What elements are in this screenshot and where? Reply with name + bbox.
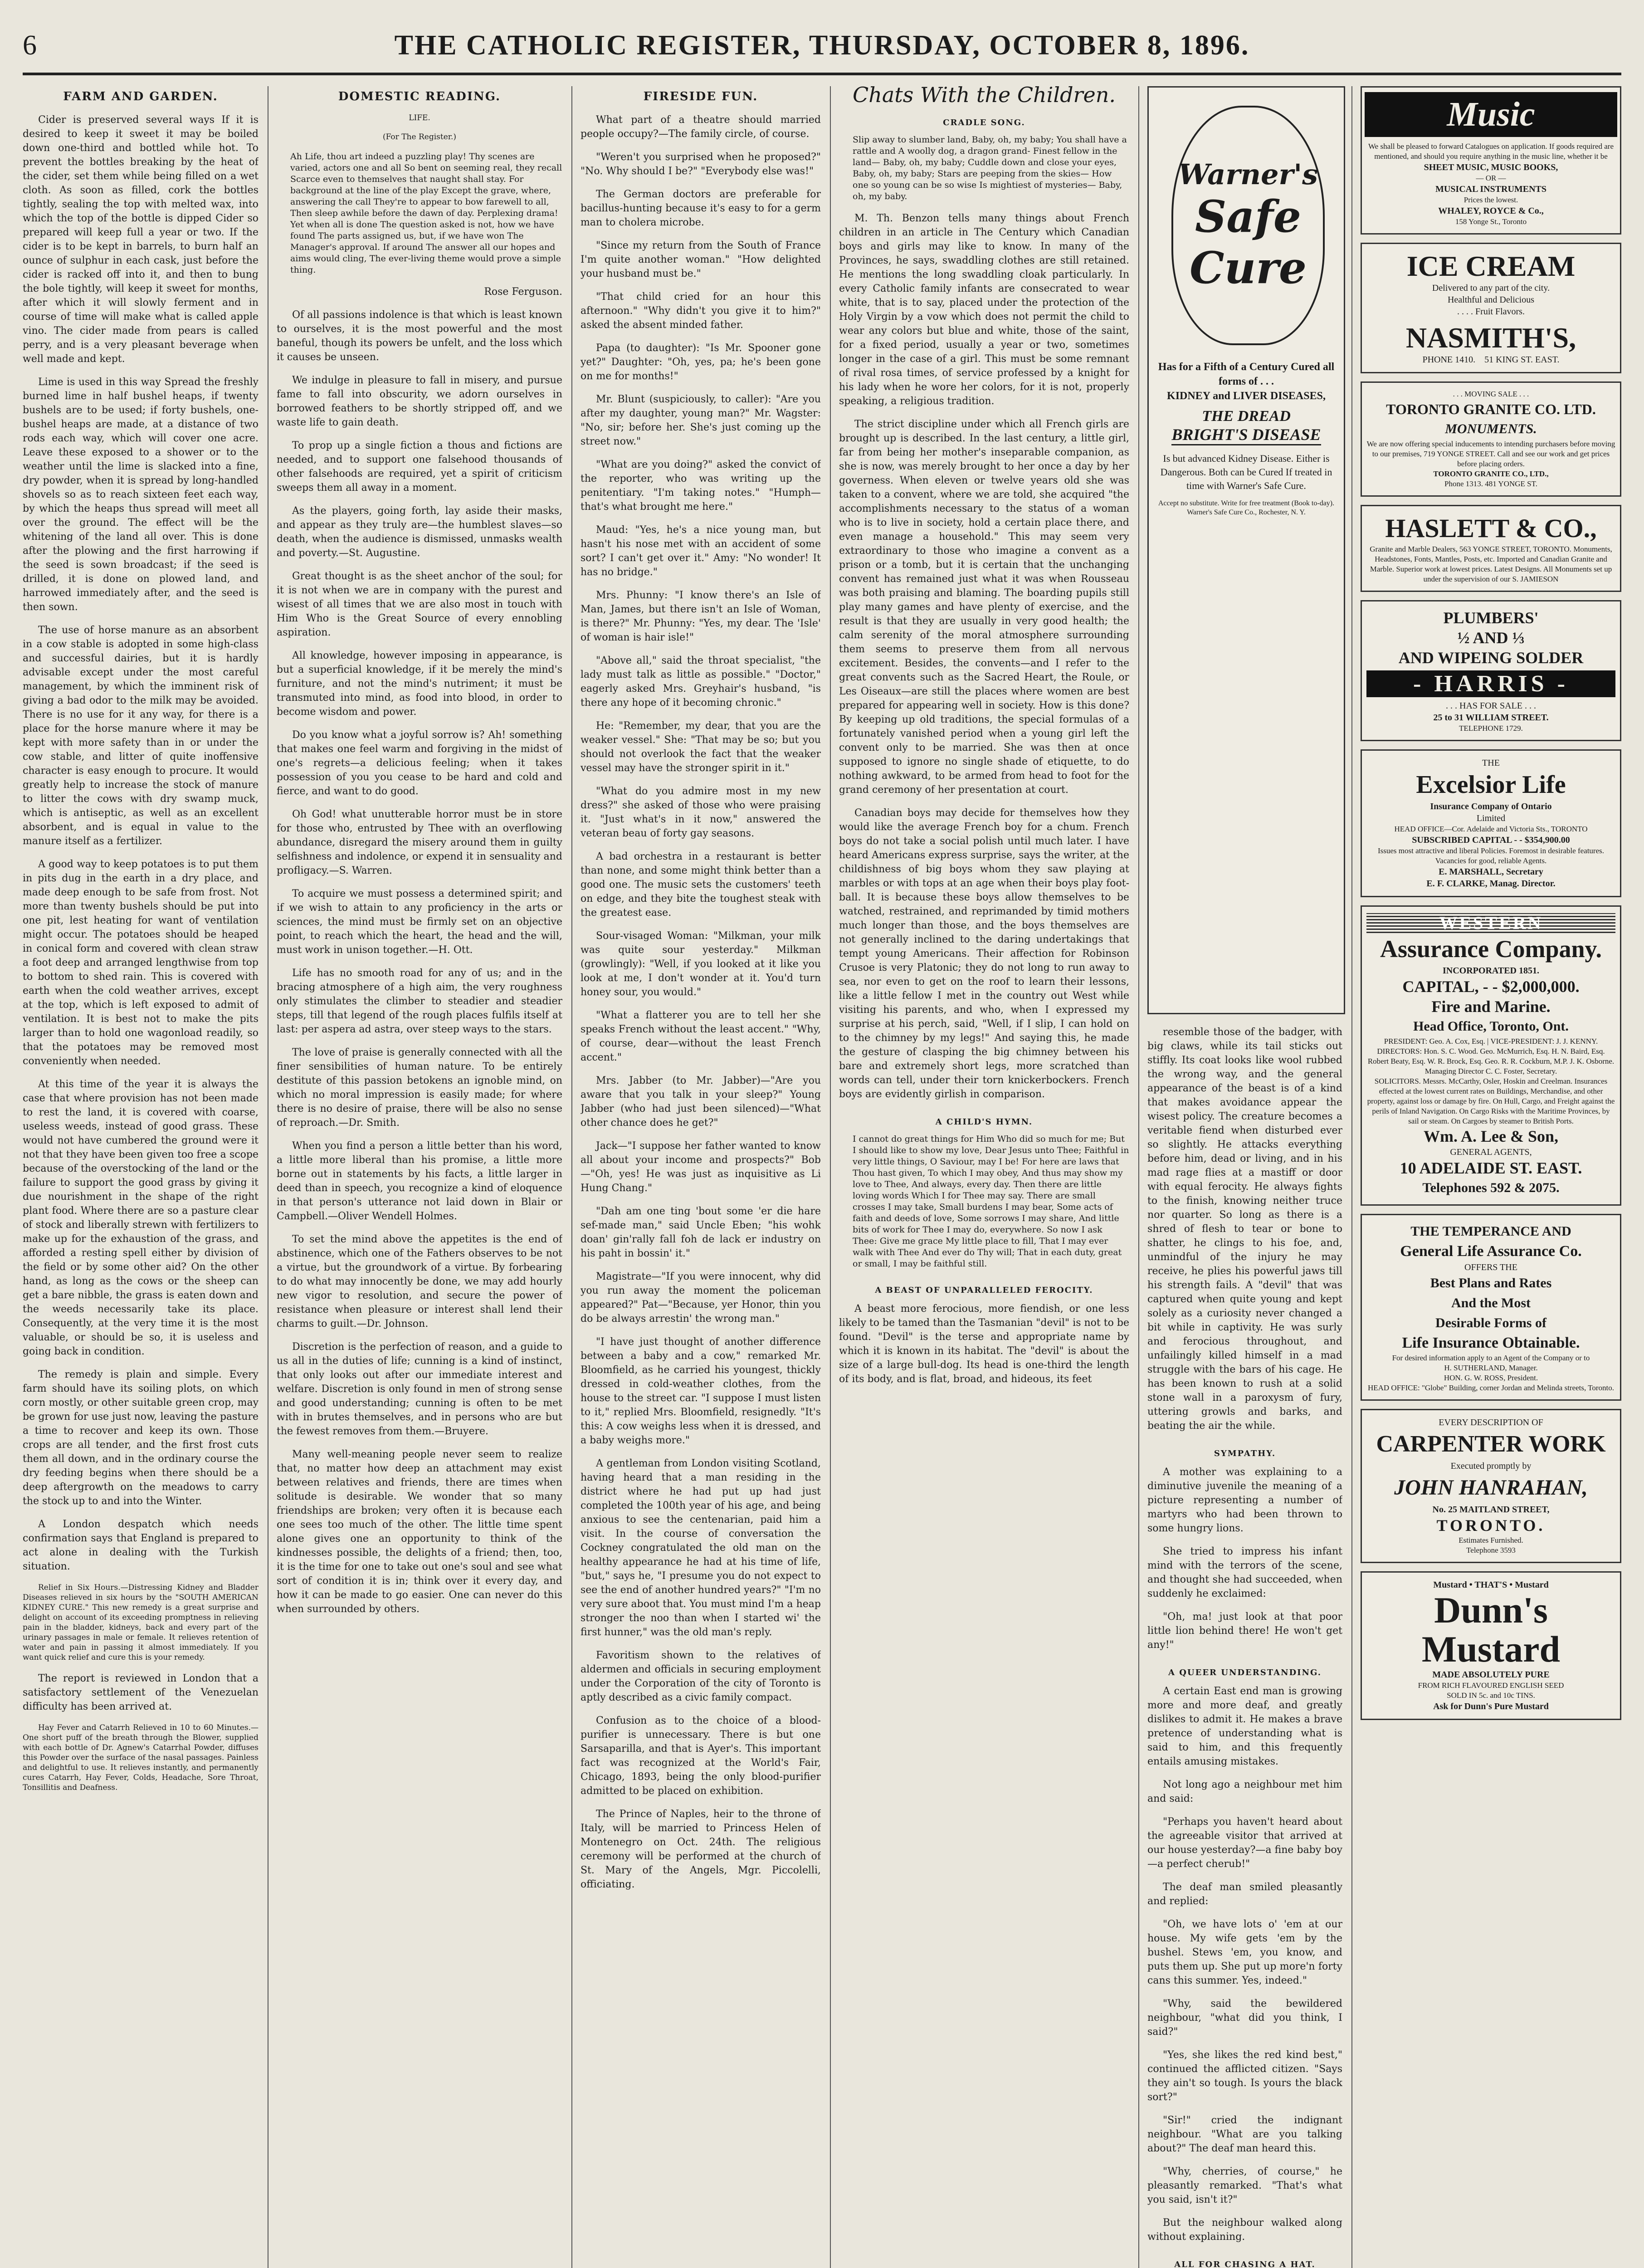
ad-text: SOLD IN 5c. and 10c TINS. [1447,1691,1535,1700]
article-paragraph: Oh God! what unutterable horror must be in store for those who, entrusted by Thee with an overflowing abundance, disregard the misery around them in guilty selfishness and indolence, or expend it in sensuality and profligacy.—S. Warren. [277,809,562,876]
article-paragraph: When you find a person a little better than his word, a little more liberal than his promise, a little more borne out in statements by his facts, a little larger in deed than in speech, you recognize a kind of eloquence in that person's utterance not laid down in Blair or Campbell.—Oliver Wendell Holmes. [277,1140,562,1222]
logo-text: Safe [1195,191,1301,242]
ad-title: Assurance Company. [1380,935,1602,963]
ad-text: THE DREAD [1202,408,1291,425]
article-paragraph: M. Th. Benzon tells many things about French children in an article in The Century which Canadian boys and girls may like to know. In many of the Provinces, he says, swaddling clothes are still retained. He mentions the long swaddling cloak particularly. In every Catholic family infants are consecrated to wear white, that is to say, placed under the protection of the Holy Virgin by a vow which does not permit the child to wear any colors but blue and white, those of the saint, for a fixed period, usually a year or two, sometimes longer in the case of a girl. This must be some remnant of rival rosa times, of service professed by a knight for his lady when he wore her colors, for it is not, properly speaking, a religious tradition. [839,213,1129,407]
ad-text: WESTERN [1366,913,1615,933]
article-subheading: A QUEER UNDERSTANDING. [1168,1668,1322,1677]
article-paragraph: A certain East end man is growing more and more deaf, and greatly dislikes to admit it. He makes a brave pretence of understanding what is said to him, and this frequently entails amusing mistakes. [1147,1686,1342,1767]
section-heading: Chats With the Children. [853,86,1116,107]
ad-text: For desired information apply to an Agent of the Company or to [1392,1354,1590,1362]
ad-text: 10 ADELAIDE ST. EAST. [1400,1159,1582,1177]
column-rule [830,86,831,2268]
ad-text: BRIGHT'S DISEASE [1171,425,1321,445]
ad-text: THE TEMPERANCE AND [1410,1224,1571,1239]
ad-text: TELEPHONE 1729. [1459,724,1523,733]
ad-text: Mustard • THAT'S • Mustard [1433,1580,1549,1590]
ad-title: NASMITH'S, [1405,322,1576,354]
section-heading: DOMESTIC READING. [338,90,501,103]
section-heading: FIRESIDE FUN. [643,90,758,103]
ad-text: And the Most [1451,1295,1531,1310]
article-paragraph: Many well-meaning people never seem to realize that, no matter how deep an attachment may exist between relatives and friends, there are times when solitude is desirable. We wonder that so many friendships are broken; very often it is because each one sees too much of the other. The little time spent alone gives one an opportunity to think of the kindnesses possible, the delights of a friend; then, too, it is the time for one to take out one's soul and see what sort of condition it is in; think over it every day, and how it can be made to go easier. One can never do this when surrounded by others. [277,1449,562,1615]
ad-text: . . . MOVING SALE . . . [1453,390,1529,398]
ad-text: MUSICAL INSTRUMENTS [1435,184,1547,194]
joke-paragraph: "What do you admire most in my new dress?" she asked of those who were praising it. "Just what's in it now," answered the veteran beau of forty gay seasons. [581,786,821,839]
article-subheading: A BEAST OF UNPARALLELED FEROCITY. [875,1286,1093,1295]
music-banner: Music [1365,92,1617,137]
joke-paragraph: Magistrate—"If you were innocent, why did you run away the moment the policeman appeared?" Pat—"Because, yer Honor, thin you do be always arrestin' the wrong man." [581,1271,821,1325]
article-paragraph: "Yes, she likes the red kind best," continued the afflicted citizen. "Says they ain't so tough. Is yours the black sort?" [1147,2049,1342,2103]
article-paragraph: Of all passions indolence is that which is least known to ourselves, it is the most powerful and the most baneful, though its powers be unfelt, and the loss which it causes be unseen. [277,309,562,363]
warners-safe-cure-ad [1147,86,1345,1014]
joke-paragraph: He: "Remember, my dear, that you are the weaker vessel." She: "That may be so; but you should not overlook the fact that the weaker vessel may have the stronger spirit in it." [581,720,821,774]
ad-text: FROM RICH FLAVOURED ENGLISH SEED [1418,1681,1564,1690]
ad-text: ½ AND ⅓ [1457,629,1525,647]
masthead-title: THE CATHOLIC REGISTER, THURSDAY, OCTOBER 8, 1896. [394,29,1250,61]
ad-text: THE [1482,758,1500,768]
article-paragraph: "Why, said the bewildered neighbour, "what did you think, I said?" [1147,1998,1342,2038]
ice-cream-ad [1361,243,1621,373]
ad-text: E. F. CLARKE, Manag. Director. [1426,879,1556,889]
column-rule [571,86,572,2268]
advertisement-column [1361,86,1621,2268]
ad-text: SUBSCRIBED CAPITAL - - $354,900.00 [1412,835,1570,845]
ad-title: HASLETT & CO., [1385,513,1597,543]
joke-paragraph: "What a flatterer you are to tell her she speaks French without the least accent." "Why, of course, dear—without the least French accent." [581,1010,821,1063]
article-paragraph: To acquire we must possess a determined spirit; and if we wish to attain to any proficiency in the arts or sciences, the mind must be firmly set on an objective point, to reach which the heart, the head and the will, must work in unison together.—H. Ott. [277,888,562,956]
joke-paragraph: Mrs. Jabber (to Mr. Jabber)—"Are you aware that you talk in your sleep?" Young Jabber (who had just been silenced)—"What other chance does he get?" [581,1075,821,1129]
joke-paragraph: What part of a theatre should married people occupy?—The family circle, of course. [581,114,821,140]
ad-text: MONUMENTS. [1445,421,1537,436]
article-subheading: SYMPATHY. [1214,1449,1276,1458]
article-paragraph: "Oh, we have lots o' 'em at our house. My wife gets 'em by the bushel. Stews 'em, you know, and puts them up. She put up more'n forty cans this summer. Yes, indeed." [1147,1919,1342,1986]
advertisement-notice: Confusion as to the choice of a blood-purifier is unnecessary. There is but one Sarsaparilla, and that is Ayer's. This important fact was recognized at the World's Fair, Chicago, 1893, being the only blood-purifier admitted to be placed on exhibition. [581,1715,821,1797]
poem-subtitle: (For The Register.) [382,132,457,142]
ad-text: Best Plans and Rates [1430,1276,1552,1290]
ad-text: OFFERS THE [1464,1262,1517,1272]
article-paragraph: All knowledge, however imposing in appearance, is but a superficial knowledge, if it be merely the mind's furniture, and not the mind's nutriment; it must be transmuted into mind, as food into blood, in order to become wisdom and power. [277,650,562,718]
ad-text: No. 25 MAITLAND STREET, [1432,1505,1550,1515]
ad-text: HEAD OFFICE—Cor. Adelaide and Victoria Sts., TORONTO [1394,825,1588,833]
ad-text: H. SUTHERLAND, Manager. [1444,1364,1538,1372]
advertisement-notice: Hay Fever and Catarrh Relieved in 10 to 60 Minutes.—One short puff of the breath through the Blower, supplied with each bottle of Dr. Agnew's Catarrhal Powder, diffuses this Powder over the surface of the nasal passages. Painless and delightful to use. It relieves instantly, and permanently cures Catarrh, Hay Fever, Colds, Headache, Sore Throat, Tonsillitis and Deafness. [23,1723,259,1792]
ad-text: SHEET MUSIC, MUSIC BOOKS, [1424,162,1558,172]
chats-with-children-column [839,86,1129,2268]
article-paragraph: "Oh, ma! just look at that poor little lion behind there! He won't get any!" [1147,1611,1342,1651]
ad-text: PHONE 1410. [1422,355,1476,365]
logo-text: Warner's [1178,157,1318,191]
ad-text: Accept no substitute. Write for free treatment (Book to-day). Warner's Safe Cure Co., Rochester, N. Y. [1158,499,1335,516]
article-paragraph: But the neighbour walked along without explaining. [1147,2217,1342,2243]
haslett-ad [1361,505,1621,592]
advertisement-notice: Relief in Six Hours.—Distressing Kidney and Bladder Diseases relieved in six hours by the "SOUTH AMERICAN KIDNEY CURE." This new remedy is a great surprise and delight on account of its exceeding promptness in relieving pain in the bladder, kidneys, back and every part of the urinary passages in male or female. It relieves retention of water and pain in passing it almost immediately. If you want quick relief and cure this is your remedy. [23,1583,259,1662]
music-ad [1361,86,1621,235]
article-subheading: ALL FOR CHASING A HAT. [1174,2260,1316,2268]
article-paragraph: She tried to impress his infant mind with the terrors of the scene, and thought she had succeeded, when suddenly he exclaimed: [1147,1546,1342,1599]
article-paragraph: Cider is preserved several ways If it is desired to keep it sweet it may be boiled down one-third and bottled while hot. To prevent the bottles breaking by the heat of the cider, set them while being filled on a wet cloth. As soon as filled, cork the bottles tightly, sealing the top with melted wax, into which the top of the bottle is dipped Cider so prepared will keep full a year or two. If the cider is to be kept in barrels, to burn half an ounce of sulphur in each cask, just before the cider is racked off into it, and then to bung the bole tightly, will keep it sweet for months, after which it will slowly ferment and in course of time will make what is called apple vino. The cider made from pears is called perry, and is a very pleasant beverage when well made and kept. [23,114,259,365]
ad-text: Telephone 3593 [1466,1546,1516,1554]
news-paragraph: The Prince of Naples, heir to the throne of Italy, will be married to Princess Helen of Montenegro on Oct. 24th. The religious ceremony will be performed at the church of St. Mary of the Angels, Mgr. Piccolelli, officiating. [581,1809,821,1890]
joke-paragraph: "What are you doing?" asked the convict of the reporter, who was writing up the penitentiary. "I'm taking notes." "Humph—that's what brought me here." [581,459,821,513]
article-paragraph: resemble those of the badger, with big claws, while its tail sticks out stiffly. Its coat looks like wool rubbed the wrong way, and the general appearance of the beast is of a kind that makes avoidance appear the wisest policy. The creature becomes a veritable fiend when disturbed ever so slightly. He attacks everything before him, dead or living, and in his mad rage flies at a mastiff or door with equal ferocity. He always fights to the finish, knowing neither truce nor quarter. So long as there is a shred of flesh to tear or bone to shatter, he clings to his foe, and, unmindful of the injury he may receive, he plies his powerful jaws till his strength fails. A "devil" that was captured when quite young and kept solely as a curiosity never changed a bit while in captivity. He was surly and ferocious throughout, and unfailingly killed himself in a mad struggle with the bars of his cage. He has been known to rush at a solid stone wall in a paroxysm of fury, uttering growls and barks, and beating the air the while. [1147,1026,1342,1432]
ad-text: Wm. A. Lee & Son, [1424,1127,1558,1145]
ad-text: We shall be pleased to forward Catalogues on application. If goods required are mentioned, and should you require anything in the music line, whether it be [1368,142,1614,161]
domestic-reading-column [277,86,562,2268]
temperance-life-ad [1361,1214,1621,1401]
ad-text: Desirable Forms of [1435,1315,1546,1330]
ad-text: AND WIPEING SOLDER [1398,649,1584,667]
joke-paragraph: Papa (to daughter): "Is Mr. Spooner gone yet?" Daughter: "Oh, yes, pa; he's been gone on me for months!" [581,342,821,382]
article-paragraph: At this time of the year it is always the case that where provision has not been made to rest the land, it is covered with coarse, useless weeds, instead of good grass. These would not have cumbered the ground were it not that they have been given too free a scope because of the overstocking of the land or the failure to support the good grass by giving it due nourishment in the shape of the right plant food. Where there are so a pasture clear of stock and liberally strewn with fertilizers to make up for the exhaustion of the grass, and afforded a resting spell either by division of the field or by some other aid? On the other hand, as long as the cows or the sheep can get a bare nibble, the grass is eaten down and the weeds necessarily take its place. Consequently, at the very time it is the most valuable, or should be so, it is useless and going back in condition. [23,1079,259,1357]
ad-text: Granite and Marble Dealers, 563 YONGE STREET, TORONTO. Monuments, Headstones, Fonts, Mantles, Posts, etc. Imported and Canadian Granite and Marble. Superior work at lowest prices. Latest Designs. All Monuments set up under the supervision of our S. JAMIESON [1370,545,1612,583]
ad-title: PLUMBERS' [1443,609,1539,627]
ad-text: MADE ABSOLUTELY PURE [1432,1670,1550,1680]
article-paragraph: We indulge in pleasure to fall in misery, and pursue fame to fall into obscurity, we adorn ourselves in borrowed feathers to be shortly stripped off, and we waste life to gain death. [277,375,562,428]
article-paragraph: The deaf man smiled pleasantly and replied: [1147,1882,1342,1907]
joke-paragraph: "I have just thought of another difference between a baby and a cow," remarked Mr. Bloomfield, as he carried his youngest, thickly dressed in cold-weather clothes, from the house to the street car. "I suppose I must listen to it," replied Mrs. Bloomfield, resignedly. "It's this: A cow weighs less when it is dressed, and a baby weighs more." [581,1336,821,1446]
ad-text: Life Insurance Obtainable. [1402,1334,1580,1351]
article-paragraph: Do you know what a joyful sorrow is? Ah! something that makes one feel warm and forgiving in the midst of one's regrets—a delicious feeling; when it takes possession of you you cease to be hard and cold and fierce, and want to do good. [277,729,562,797]
article-paragraph: Not long ago a neighbour met him and said: [1147,1779,1342,1804]
article-paragraph: As the players, going forth, lay aside their masks, and appear as they truly are—the humblest slaves—so death, when the audience is dismissed, unmasks wealth and poverty.—St. Augustine. [277,505,562,559]
article-paragraph: To set the mind above the appetites is the end of abstinence, which one of the Fathers observes to be not a virtue, but the groundwork of a virtue. By forbearing to do what may innocently be done, we may add hourly new vigor to resolution, and secure the power of resistance when pleasure or interest shall lend their charms to guilt.—Dr. Johnson. [277,1234,562,1330]
ad-text: . . . HAS FOR SALE . . . [1446,701,1536,711]
ad-text: Phone 1313. 481 YONGE ST. [1444,479,1537,488]
article-paragraph: "Perhaps you haven't heard about the agreeable visitor that arrived at our house yesterday?—a fine baby boy—a perfect cherub!" [1147,1816,1342,1870]
excelsior-life-ad [1361,749,1621,897]
article-paragraph: The strict discipline under which all French girls are brought up is described. In the last century, a little girl, far from being her mother's inseparable companion, as she is now, was merely brought to her once a day by her governess. When eleven or twelve years old she was taken to a convent, where we are told, she acquired "the accomplishments necessary to the status of a woman who is to live in society, hold a certain place there, and even manage a household." This may seem very extraordinary to those who imagine a convent as a prison or a tomb, but it is certain that the unchanging convent has remained just what it was when Rousseau was both praising and blaming. The boarding pupils still play many games and have plenty of exercise, and the result is that they are usually in very good health; the calm serenity of the moral atmosphere surrounding them seems to preserve them from all nervous excitement. Besides, the convents—and I refer to the great convents such as the Sacred Heart, the Roule, or Les Oiseaux—are still the places where women are best prepared for appearing well in society. How is this done? By keeping up old traditions, the special formulas of a fortunately vanished period when a young girl left the convent only to be married. She was then at once supposed to ignore no single shade of etiquette, to do nothing awkward, to be armed from head to foot for the grand ceremony of her presentation at court. [839,419,1129,796]
article-paragraph: A London despatch which needs confirmation says that England is prepared to act alone in dealing with the Turkish situation. [23,1519,259,1572]
ad-text [1366,354,1615,366]
ad-text: JOHN HANRAHAN, [1394,1476,1588,1500]
column-rule [1351,86,1352,2268]
ad-text: Delivered to any part of the city. [1432,283,1550,293]
dunns-mustard-ad [1361,1571,1621,1720]
joke-paragraph: A gentleman from London visiting Scotland, having heard that a man residing in the district where he had put up had just completed the 100th year of his age, and being anxious to see the centenarian, paid him a visit. In the course of conversation the Cockney congratulated the old man on the healthy appearance he had at his time of life, "but," says he, "I presume you do not expect to see the end of another hundred years?" "I'm no very sure aboot that. You must mind I'm a heap stronger the noo than when I started wi' the first hunner," was the old man's reply. [581,1458,821,1638]
ad-text: Prices the lowest. [1464,196,1518,204]
joke-paragraph: Mr. Blunt (suspiciously, to caller): "Are you after my daughter, young man?" Mr. Wagster: "No, sir; before her. She's just coming up the street now." [581,394,821,447]
granite-ad [1361,381,1621,497]
ad-text: 51 KING ST. EAST. [1484,355,1560,365]
ad-text: — OR — [1476,174,1506,182]
article-paragraph: A good way to keep potatoes is to put them in pits dug in the earth in a dry place, and made deep enough to be safe from frost. Not more than twenty bushels should be put into one pit, lest heating for want of ventilation might occur. The potatoes should be heaped in conical form and covered with clean straw a foot deep and arranged lengthwise from top to bottom to shed rain. This is covered with earth when the cold weather arrives, except at the top, which is left exposed to admit of ventilation. It is best not to make the pits larger than to hold one wagonload readily, so that the potatoes may be removed most conveniently when needed. [23,859,259,1067]
joke-paragraph: "Above all," said the throat specialist, "the lady must talk as little as possible." "Doctor," eagerly asked Mrs. Greyhair's husband, "is there any hope of it becoming chronic." [581,655,821,709]
page-number: 6 [23,29,37,61]
article-paragraph: Discretion is the perfection of reason, and a guide to us all in the duties of life; cunning is a kind of instinct, that only looks out after our immediate interest and welfare. Discretion is only found in men of strong sense and good understanding; cunning is often to be met with in brutes themselves, and in persons who are but the fewest removes from them.—Bruyere. [277,1341,562,1437]
joke-paragraph: Sour-visaged Woman: "Milkman, your milk was quite sour yesterday." Milkman (growlingly): "Well, if you looked at it like you look at me, I don't wonder at it. You'd turn honey sour, you would." [581,930,821,998]
poem-author: Rose Ferguson. [484,286,562,298]
ad-text: Executed promptly by [1450,1461,1532,1471]
warners-logo [1171,106,1325,345]
news-paragraph: Favoritism shown to the relatives of aldermen and officials in securing employment under the Corporation of the city of Toronto is aptly described as a civic family compact. [581,1650,821,1703]
article-paragraph: A beast more ferocious, more fiendish, or one less likely to be tamed than the Tasmanian "devil" is not to be found. "Devil" is the terse and appropriate name by which it is known in its habitat. The "devil" is about the size of a large bull-dog. Its head is one-third the length of its body, and is flat, broad, and hideous, its feet [839,1303,1129,1385]
ad-title: Excelsior Life [1416,771,1566,799]
ad-text: Healthful and Delicious [1447,295,1535,305]
ad-text: Fire and Marine. [1431,997,1551,1016]
joke-paragraph: Maud: "Yes, he's a nice young man, but hasn't his nose met with an accident of some sort? I can't get over it." Amy: "No wonder! It has no bridge." [581,524,821,578]
western-assurance-ad [1361,905,1621,1206]
ad-text: . . . . Fruit Flavors. [1457,307,1525,317]
ad-title: CARPENTER WORK [1376,1431,1606,1457]
ad-text: Ask for Dunn's Pure Mustard [1433,1701,1549,1711]
joke-paragraph: "Dah am one ting 'bout some 'er die hare sef-made man," said Uncle Eben; "his wohk doan' gin'rally fall foh de lack er industry on his paht in bossin' it." [581,1206,821,1259]
farm-and-garden-column [23,86,259,2268]
joke-paragraph: The German doctors are preferable for bacillus-hunting because it's easy to for a germ man to cholera microbe. [581,189,821,228]
article-paragraph: The report is reviewed in London that a satisfactory settlement of the Venezuelan difficulty has been arrived at. [23,1673,259,1712]
ad-text: GENERAL AGENTS, [1450,1147,1532,1157]
joke-paragraph: "Weren't you surprised when he proposed?" "No. Why should I be?" "Everybody else was!" [581,152,821,177]
ad-text: INCORPORATED 1851. [1443,966,1539,976]
article-paragraph: The use of horse manure as an absorbent in a cow stable is adopted in some high-class and successful dairies, but it is hardly advisable except under the most careful management, by which the imminent risk of giving a bad odor to the milk may be avoided. There is no use for it any way, for there is a place for the horse manure where it may be kept with more safety than in or under the cow stable, and litter of quite inoffensive character is easy enough to procure. It would greatly help to increase the stock of manure to litter the cows with dry swamp muck, which is antiseptic, as well as an excellent absorbent, and is equal in value to the manure itself as a fertilizer. [23,625,259,847]
ad-title: ICE CREAM [1406,250,1576,282]
ad-text: KIDNEY and LIVER DISEASES, [1167,390,1326,402]
article-paragraph: To prop up a single fiction a thous and fictions are needed, and to support one falsehood thousands of other falsehoods are required, yet a spirit of criticism sweeps them all away in a moment. [277,440,562,494]
column-rule [1138,86,1139,2268]
article-paragraph: The love of praise is generally connected with all the finer sensibilities of human nature. To be entirely destitute of this passion betokens an ignoble mind, on which no moral impression is easily made; for where there is no desire of praise, there will be also no sense of reproach.—Dr. Smith. [277,1047,562,1129]
section-heading: FARM AND GARDEN. [63,90,218,103]
ad-text: WHALEY, ROYCE & Co., [1438,206,1544,216]
article-paragraph: Canadian boys may decide for themselves how they would like the average French boy for a chum. French boys do not take a social polish until much later. I have heard Americans express surprise, says the writer, at the childishness of big boys whom they saw playing at marbles or with tops at an age when their boys play foot-ball. It is because these boys allow themselves to be watched, restrained, and reprimanded by timid mothers much longer than those, and the boys themselves are not generally inclined to the daring undertakings that tempt young Americans. Their affection for Robinson Crusoe is very Platonic; they do not long to run away to sea, nor even to get on the roof to learn their lessons, like a little fellow I met in the country out West while visiting his parents, and who, when I expressed my surprise at his perch, said, "Well, if I slip, I can hold on to the chimney by my legs!" And saying this, he made the gesture of clasping the big chimney between his bare and extremely short legs, more scratched than words can tell, under their torn knickerbockers. French boys are evidently girlish in comparison. [839,807,1129,1100]
plumbers-solder-ad [1361,600,1621,741]
ad-title: General Life Assurance Co. [1400,1243,1582,1260]
ad-text: Insurance Company of Ontario [1430,802,1552,811]
ad-text: TORONTO. [1436,1516,1546,1535]
joke-paragraph: Mrs. Phunny: "I know there's an Isle of Man, James, but there isn't an Isle of Woman, is there?" Mr. Phunny: "Yes, my dear. The 'Isle' of woman is hair isle!" [581,590,821,643]
ad-text: DIRECTORS: Hon. S. C. Wood. Geo. McMurrich, Esq. H. N. Baird, Esq. Robert Beaty, Esq. W. R. Brock, Esq. Geo. R. R. Cockburn, M.P. J. K. Osborne. Managing Director C. C. Foster, Secretary. [1367,1047,1615,1075]
ad-text: HEAD OFFICE: "Globe" Building, corner Jordan and Melinda streets, Toronto. [1367,1383,1615,1392]
poem-text: Slip away to slumber land, Baby, oh, my baby; You shall have a rattle and A woolly dog, a dragon grand- Finest fellow in the land— Baby, oh, my baby; Cuddle down and close your eyes, Baby, oh, my baby; Stars are peeping from the skies— How one so young can be so wise Is mightiest of mysteries— Baby, oh, my baby. [853,135,1127,201]
ad-text: TORONTO GRANITE CO., LTD., [1433,469,1549,478]
poem-text: Ah Life, thou art indeed a puzzling play! Thy scenes are varied, actors one and all So bent on seeming real, they recall Scarce even to themselves that naught shall stay. For background at the line of the play Except the grave, where, answering the call They're to appear to bow farewell to all, Then sleep awhile before the dawn of day. Perplexing drama! Yet when all is done The question asked is not, how we have found The parts assigned us, but, if we have won The Manager's approval. If around The answer all our hopes and aims would cling, The ever-living theme would prove a simple thing. [290,152,562,275]
article-paragraph: "Why, cherries, of course," he pleasantly remarked. "That's what you said, isn't it?" [1147,2166,1342,2205]
ad-text: Estimates Furnished. [1459,1536,1523,1545]
ad-text: 158 Yonge St., Toronto [1455,217,1527,226]
ad-text: CAPITAL, - - $2,000,000. [1402,978,1580,996]
poem-title: A CHILD'S HYMN. [935,1117,1033,1127]
joke-paragraph: Jack—"I suppose her father wanted to know all about your income and prospects?" Bob—"Oh, yes! He was just as inquisitive as Li Hung Chang." [581,1140,821,1194]
joke-paragraph: "Since my return from the South of France I'm quite another woman." "How delighted your husband must be." [581,240,821,279]
harris-banner: - HARRIS - [1366,670,1615,697]
ad-title: TORONTO GRANITE CO. LTD. [1386,401,1596,417]
logo-text: Cure [1190,242,1307,293]
miscellany-column [1147,1025,1342,2268]
joke-paragraph: A bad orchestra in a restaurant is better than none, and some might think better than a good one. The music sets the customers' teeth on edge, and they bite the toughest steak with the greatest ease. [581,851,821,919]
article-paragraph: A mother was explaining to a diminutive juvenile the meaning of a picture representing a number of martyrs who had been thrown to some hungry lions. [1147,1466,1342,1534]
ad-text: Issues most attractive and liberal Policies. Foremost in desirable features. Vacancies for good, reliable Agents. [1377,846,1604,865]
ad-text: We are now offering special inducements to intending purchasers before moving to our premises, 719 YONGE STREET. Call and see our work and get prices before placing orders. [1366,440,1615,468]
ad-text: Has for a Fifth of a Century Cured all forms of . . . [1158,361,1335,387]
ad-text: Limited [1476,813,1506,823]
joke-paragraph: "That child cried for an hour this afternoon." "Why didn't you give it to him?" asked the absent minded father. [581,291,821,331]
article-paragraph: "Sir!" cried the indignant neighbour. "What are you talking about?" The deaf man heard this. [1147,2115,1342,2154]
ad-text: EVERY DESCRIPTION OF [1439,1418,1543,1427]
ad-text: 25 to 31 WILLIAM STREET. [1433,713,1549,723]
fireside-fun-column [581,86,821,2268]
masthead [23,18,1621,75]
ad-text: E. MARSHALL, Secretary [1439,867,1543,877]
poem-title: CRADLE SONG. [943,118,1025,127]
ad-text: HON. G. W. ROSS, President. [1444,1374,1538,1382]
article-paragraph: The remedy is plain and simple. Every farm should have its soiling plots, on which corn mostly, or other suitable green crop, may be grown for use just now, leaving the pasture a time to recover and keep its own. Those crops are all tender, and the first frost cuts them all down, and in the ordinary course the dry feeding begins when there should be a deep aftergrowth on the meadows to carry the stock up to and into the Winter. [23,1369,259,1507]
article-paragraph: Great thought is as the sheet anchor of the soul; for it is not when we are in company with the purest and wisest of all times that we are also most in touch with Him Who is the Great Source of every ennobling aspiration. [277,571,562,638]
ad-text: Telephones 592 & 2075. [1422,1180,1560,1195]
ad-text: PRESIDENT: Geo. A. Cox, Esq. | VICE-PRESIDENT: J. J. KENNY. [1384,1037,1598,1046]
article-paragraph: Lime is used in this way Spread the freshly burned lime in half bushel heaps, if twenty bushels are to be used; if forty bushels, one-bushel heaps are made, at a distance of two rods each way, which will cover one acre. Leave these exposed to a shower or to the weather until the lime is slacked into a fine, dry powder, when it is spread by long-handled shovels so as to reach sixteen feet each way, by which the heaps thus spread will meet all over the ground. The effect will be the whitening of the land all over. This is done after the plowing and the first harrowing if the seed is sown broadcast; if the seed is drilled, it is done on plowed land, and harrowed immediately after, and the seed is then sown. [23,376,259,613]
poem-text: I cannot do great things for Him Who did so much for me; But I should like to show my love, Dear Jesus unto Thee; Faithful in very little things, O Saviour, may I be! For here are laws that Thou hast given, To which I may obey, And thus may show my love to Thee, And always, every day. Then there are little loving words Which I for Thee may say. There are small crosses I may take, Small burdens I may bear, Some acts of faith and deeds of love, Some sorrows I may share, And little bits of work for Thee I may do, everywhere. So now I ask Thee: Give me grace My little place to fill, That I may ever walk with Thee And ever do Thy will; That in each duty, great or small, I may be faithful still. [853,1134,1129,1269]
ad-text: Is but advanced Kidney Disease. Either is Dangerous. Both can be Cured If treated in time with Warner's Safe Cure. [1160,453,1332,491]
carpenter-ad [1361,1409,1621,1563]
ad-text: SOLICITORS. Messrs. McCarthy, Osler, Hoskin and Creelman. Insurances effected at the lowest current rates on Buildings, Merchandise, and other property, against loss or damage by fire. On Hull, Cargo, and Freight against the perils of Inland Navigation. On Cargo Risks with the Maritime Provinces, by sail or steam. On Cargoes by steamer to British Ports. [1367,1077,1615,1125]
article-paragraph: Life has no smooth road for any of us; and in the bracing atmosphere of a high aim, the very roughness only stimulates the climber to steadier and steadier steps, till that legend of the rough places fulfils itself at last: per aspera ad astra, over steep ways to the stars. [277,968,562,1035]
ad-text: Head Office, Toronto, Ont. [1413,1019,1569,1034]
ad-title: Dunn's Mustard [1421,1589,1561,1670]
poem-title: LIFE. [409,113,430,122]
